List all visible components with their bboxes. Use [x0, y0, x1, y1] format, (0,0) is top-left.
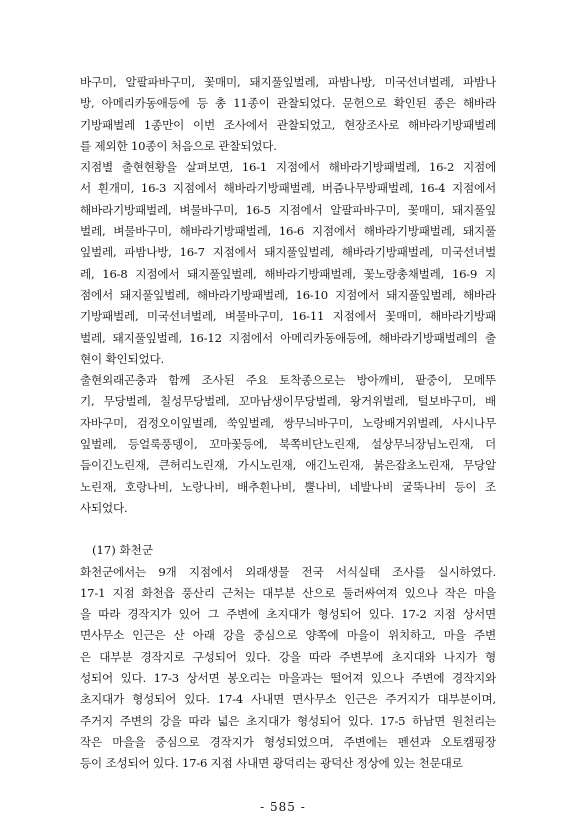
text-line: 점에서 돼지풀잎벌레, 해바라기방패벌레, 16-10 지점에서 돼지풀잎벌레, 해바라	[80, 287, 496, 302]
text-line: 를 제외한 10종이 처음으로 관찰되었다.	[80, 138, 277, 153]
text-line: 출현외래곤충과 함께 조사된 주요 토착종으로는 방아깨비, 팥중이, 모메뚜	[80, 373, 496, 388]
text-line: 듬이긴노린재, 큰허리노린재, 가시노린재, 애긴노린재, 붉은잡초노린재, 무당알	[80, 458, 496, 473]
paragraph	[80, 370, 496, 519]
paragraph	[80, 72, 496, 157]
text-line: 벌레, 돼지풀잎벌레, 16-12 지점에서 아메리카동애등에, 해바라기방패벌레의 출	[80, 330, 496, 345]
text-line: 자바구미, 검정오이잎벌레, 쑥잎벌레, 쌍무늬바구미, 노랑배거위벌레, 사시나무	[80, 415, 496, 430]
text-line: 현이 확인되었다.	[80, 351, 164, 366]
text-line: 성되어 있다. 17-3 상서면 봉오리는 마을과는 떨어져 있으나 주변에 경작지와	[80, 671, 496, 686]
text-line: 화천군에서는 9개 지점에서 외래생물 전국 서식실태 조사를 실시하였다.	[80, 564, 496, 579]
text-line: 벌레, 벼물바구미, 해바라기방패벌레, 16-6 지점에서 해바라기방패벌레, 돼지풀	[80, 224, 496, 239]
text-line: 레, 16-8 지점에서 돼지풀잎벌레, 해바라기방패벌레, 꽃노랑총채벌레, 16-9 지	[80, 266, 496, 281]
text-line: 은 대부분 경작지로 구성되어 있다. 강을 따라 주변부에 초지대와 나지가 형	[80, 649, 496, 664]
text-line: 서 흰개미, 16-3 지점에서 해바라기방패벌레, 버즘나무방패벌레, 16-4 지점에서	[80, 181, 496, 196]
text-line: 작은 마을을 중심으로 경작지가 형성되었으며, 주변에는 펜션과 오토캠핑장	[80, 734, 496, 749]
text-line: 등이 조성되어 있다. 17-6 지점 사내면 광덕리는 광덕산 정상에 있는 천문대로	[80, 756, 463, 771]
document-body	[80, 72, 496, 812]
text-line: 초지대가 형성되어 있다. 17-4 사내면 면사무소 인근은 주거지가 대부분이며,	[80, 692, 496, 707]
page-number: - 585 -	[260, 800, 306, 814]
section-heading: (17) 화천군	[92, 543, 154, 558]
section-body-text	[80, 562, 496, 775]
text-line: 사되었다.	[80, 500, 128, 515]
text-line: 면사무소 인근은 산 아래 강을 중심으로 양쪽에 마을이 위치하고, 마을 주변	[80, 628, 496, 643]
text-line: 17-1 지점 화천읍 풍산리 근처는 대부분 산으로 둘러싸여져 있으나 작은 마을	[80, 585, 496, 600]
text-line: 바구미, 알팔파바구미, 꽃매미, 돼지풀잎벌레, 파밤나방, 미국선녀벌레, 파밤나	[80, 75, 496, 89]
body-text	[80, 72, 496, 519]
text-line: 방, 아메리카동애등에 등 총 11종이 관찰되었다. 문헌으로 확인된 종은 해바라	[80, 96, 496, 111]
paragraph	[80, 562, 496, 775]
text-line: 기방패벌레, 미국선녀벌레, 벼물바구미, 16-11 지점에서 꽃매미, 해바라기방패	[80, 309, 496, 324]
text-line: 해바라기방패벌레, 벼물바구미, 16-5 지점에서 알팔파바구미, 꽃매미, 돼지풀잎	[80, 202, 496, 217]
text-line: 기, 무당벌레, 칠성무당벌레, 꼬마남생이무당벌레, 왕거위벌레, 털보바구미, 배	[80, 394, 496, 409]
text-line: 을 따라 경작지가 있어 그 주변에 초지대가 형성되어 있다. 17-2 지점 상서면	[80, 607, 496, 622]
text-line: 기방패벌레 1종만이 이번 조사에서 관찰되었고, 현장조사로 해바라기방패벌레	[80, 117, 496, 132]
text-line: 주거지 주변의 강을 따라 넓은 초지대가 형성되어 있다. 17-5 하남면 원천리는	[80, 713, 496, 728]
text-line: 잎벌레, 파밤나방, 16-7 지점에서 돼지풀잎벌레, 해바라기방패벌레, 미국선녀벌	[80, 245, 496, 260]
text-line: 잎벌레, 등얼룩풍뎅이, 꼬마꽃등에, 북쪽비단노린재, 설상무늬장님노린재, 더	[80, 437, 496, 452]
text-line: 노린재, 호랑나비, 노랑나비, 배추흰나비, 뿔나비, 네발나비 굴뚝나비 등이 조	[80, 479, 496, 494]
section-gap	[80, 519, 496, 540]
paragraph	[80, 157, 496, 370]
text-line: 지점별 출현현황을 살펴보면, 16-1 지점에서 해바라기방패벌레, 16-2 지점에	[80, 160, 496, 175]
